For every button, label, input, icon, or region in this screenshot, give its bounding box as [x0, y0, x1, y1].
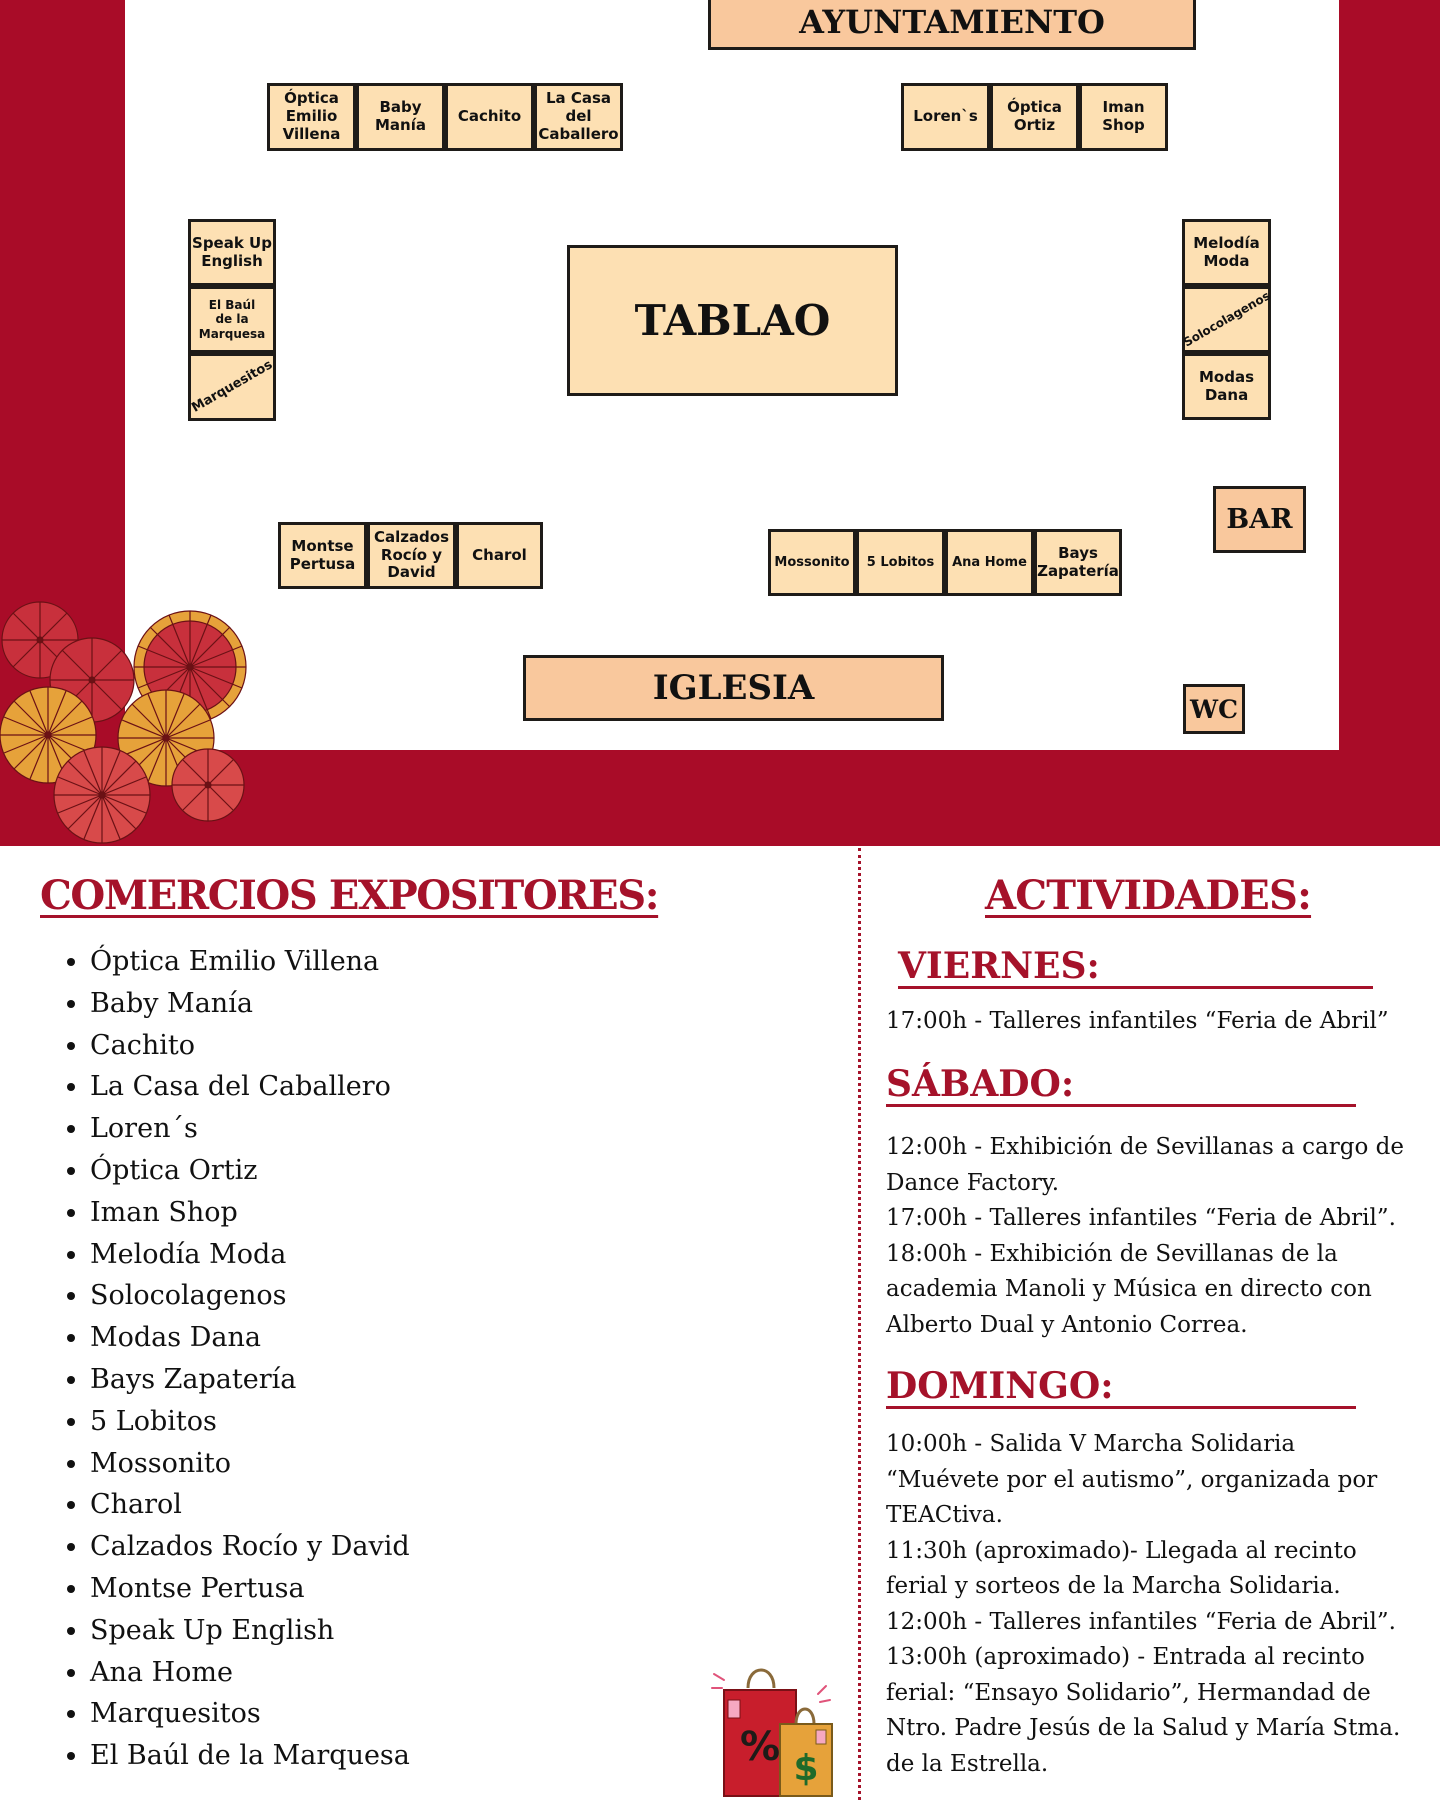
stall-iman-shop: Iman Shop	[1079, 83, 1168, 151]
list-item: • Marquesitos	[90, 1693, 410, 1735]
stall-melodia-moda: Melodía Moda	[1182, 219, 1271, 286]
stall-modas-dana: Modas Dana	[1182, 353, 1271, 420]
stall-solocolagenos	[1182, 286, 1271, 353]
list-item: • Ana Home	[90, 1652, 410, 1694]
activities-viernes	[886, 1004, 1426, 1040]
landmark-wc: WC	[1183, 684, 1245, 734]
activity-item: 12:00h - Exhibición de Sevillanas a cargo de Dance Factory.	[886, 1134, 1404, 1196]
actividades-title: ACTIVIDADES:	[985, 872, 1312, 919]
landmark-tablao: TABLAO	[567, 245, 898, 396]
activity-item: 17:00h - Talleres infantiles “Feria de Abril”	[886, 1008, 1389, 1034]
stall-cachito: Cachito	[445, 83, 534, 151]
day-heading-viernes: VIERNES:	[898, 948, 1373, 989]
stall-marquesitos-label: Marquesitos	[188, 357, 275, 416]
stall-montse-pertusa: Montse Pertusa	[278, 522, 367, 589]
svg-text:%: %	[739, 1724, 781, 1770]
activities-sabado	[886, 1130, 1406, 1343]
list-item: • Speak Up English	[90, 1610, 410, 1652]
stall-solocolagenos-label: Solocolagenos	[1180, 288, 1273, 350]
day-heading-domingo: DOMINGO:	[886, 1368, 1356, 1409]
column-divider	[858, 848, 861, 1800]
stall-la-casa-del-caballero: La Casa del Caballero	[534, 83, 623, 151]
activity-item: 18:00h - Exhibición de Sevillanas de la academia Manoli y Música en directo con Alberto Dual y Antonio Correa.	[886, 1240, 1372, 1338]
shopping-bags-icon	[708, 1660, 838, 1800]
stall-speak-up-english: Speak Up English	[188, 219, 276, 286]
stall-charol: Charol	[456, 522, 543, 589]
activity-item: 10:00h - Salida V Marcha Solidaria “Muévete por el autismo”, organizada por TEACtiva.	[886, 1431, 1378, 1528]
fair-map	[125, 0, 1339, 750]
day-heading-sabado: SÁBADO:	[886, 1066, 1356, 1107]
list-item: • La Casa del Caballero	[90, 1066, 410, 1108]
list-item: • Mossonito	[90, 1443, 410, 1485]
list-item: • Óptica Emilio Villena	[90, 941, 410, 983]
list-item: • Melodía Moda	[90, 1234, 410, 1276]
stall-bays-zapateria: Bays Zapatería	[1034, 529, 1122, 596]
umbrella-cluster-icon	[0, 595, 250, 850]
list-item: • Calzados Rocío y David	[90, 1526, 410, 1568]
stall-calzados-rocio-y-david: Calzados Rocío y David	[367, 522, 456, 589]
stall-optica-emilio-villena: Óptica Emilio Villena	[267, 83, 356, 151]
landmark-iglesia: IGLESIA	[523, 655, 944, 721]
activity-item: 11:30h (aproximado)- Llegada al recinto ferial y sorteos de la Marcha Solidaria.	[886, 1537, 1357, 1599]
vendor-list	[50, 941, 410, 1777]
list-item: • Iman Shop	[90, 1192, 410, 1234]
list-item: • 5 Lobitos	[90, 1401, 410, 1443]
activity-item: 12:00h - Talleres infantiles “Feria de Abril”.	[886, 1608, 1396, 1635]
landmark-ayuntamiento: AYUNTAMIENTO	[708, 0, 1196, 50]
stall-baby-mania: Baby Manía	[356, 83, 445, 151]
list-item: • Charol	[90, 1484, 410, 1526]
stall-ana-home: Ana Home	[945, 529, 1034, 596]
stall-lorens: Loren`s	[901, 83, 990, 151]
list-item: • Solocolagenos	[90, 1275, 410, 1317]
svg-text:$: $	[793, 1748, 819, 1789]
list-item: • Baby Manía	[90, 983, 410, 1025]
stall-mossonito: Mossonito	[768, 529, 856, 596]
list-item: • Modas Dana	[90, 1317, 410, 1359]
activities-domingo	[886, 1427, 1406, 1782]
activity-item: 17:00h - Talleres infantiles “Feria de Abril”.	[886, 1205, 1396, 1231]
map-frame	[0, 0, 1440, 846]
stall-el-baul-de-la-marquesa: El Baúl de la Marquesa	[188, 286, 276, 353]
list-item: • El Baúl de la Marquesa	[90, 1735, 410, 1777]
stall-marquesitos	[188, 353, 276, 421]
landmark-bar: BAR	[1213, 486, 1306, 553]
list-item: • Montse Pertusa	[90, 1568, 410, 1610]
list-item: • Bays Zapatería	[90, 1359, 410, 1401]
list-item: • Óptica Ortiz	[90, 1150, 410, 1192]
comercios-title: COMERCIOS EXPOSITORES:	[40, 872, 659, 919]
list-item: • Cachito	[90, 1025, 410, 1067]
stall-optica-ortiz: Óptica Ortiz	[990, 83, 1079, 151]
stall-5-lobitos: 5 Lobitos	[856, 529, 945, 596]
list-item: • Loren´s	[90, 1108, 410, 1150]
activity-item: 13:00h (aproximado) - Entrada al recinto ferial: “Ensayo Solidario”, Hermandad de Ntro. Padre Jesús de la Salud y María Stma. de la Estrella.	[886, 1644, 1401, 1777]
